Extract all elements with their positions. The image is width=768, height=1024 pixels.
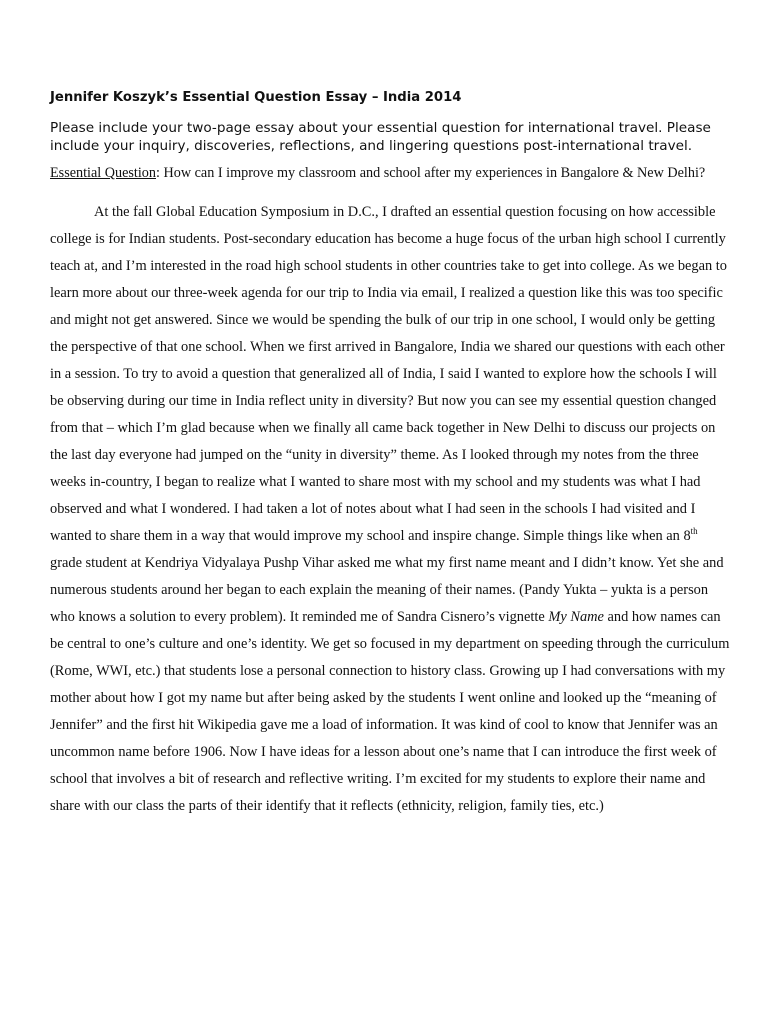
essay-text-part-2: grade student at Kendriya Vidyalaya Pushp Vihar asked me what my first name meant and I didn’t know. Yet she and numerous students around her began to each explain the meaning of their names. (Pandy Yukta – yukta is a person who knows a solution to every problem). It reminded me of Sandra Cisnero’s vignette: [50, 555, 724, 625]
essay-instructions: Please include your two-page essay about your essential question for international travel. Please include your inquiry, discoveries, reflections, and lingering questions post-international travel.: [50, 120, 711, 154]
essay-text-part-3: and how names can be central to one’s culture and one’s identity. We get so focused in my department on speeding through the curriculum (Rome, WWI, etc.) that students lose a personal connection to history class. Growing up I had conversations with my mother about how I got my name but after being asked by the students I went online and looked up the “meaning of Jennifer” and the first hit Wikipedia gave me a load of information. It was kind of cool to know that Jennifer was an uncommon name before 1906. Now I have ideas for a lesson about one’s name that I can introduce the first week of school that involves a bit of research and reflective writing. I’m excited for my students to explore their name and share with our class the parts of their identify that it reflects (ethnicity, religion, family ties, etc.): [50, 609, 730, 814]
vignette-title: My Name: [548, 609, 604, 625]
essay-paragraph: [50, 199, 730, 820]
ordinal-superscript: th: [690, 526, 698, 537]
essay-text-part-1: At the fall Global Education Symposium in D.C., I drafted an essential question focusing on how accessible college is for Indian students. Post-secondary education has become a huge focus of the urban high school I currently teach at, and I’m interested in the road high school students in other countries take to get into college. As we began to learn more about our three-week agenda for our trip to India via email, I realized a question like this was too specific and might not get answered. Since we would be spending the bulk of our trip in one school, I would only be getting the perspective of that one school. When we first arrived in Bangalore, India we shared our questions with each other in a session. To try to avoid a question that generalized all of India, I said I wanted to explore how the schools I will be observing during our time in India reflect unity in diversity? But now you can see my essential question changed from that – which I’m glad because when we finally all came back together in New Delhi to discuss our projects on the last day everyone had jumped on the “unity in diversity” theme. As I looked through my notes from the three weeks in-country, I began to realize what I wanted to share most with my school and my students was what I had observed and what I wondered. I had taken a lot of notes about what I had seen in the schools I had visited and I wanted to share them in a way that would improve my school and inspire change. Simple things like when an 8: [50, 204, 727, 544]
essential-question-text: : How can I improve my classroom and school after my experiences in Bangalore & New Delhi?: [156, 165, 706, 181]
document-title: Jennifer Koszyk’s Essential Question Essay – India 2014: [50, 90, 462, 105]
document-page: [50, 90, 730, 820]
essential-question-label: Essential Question: [50, 165, 156, 181]
essential-question: [50, 165, 730, 182]
